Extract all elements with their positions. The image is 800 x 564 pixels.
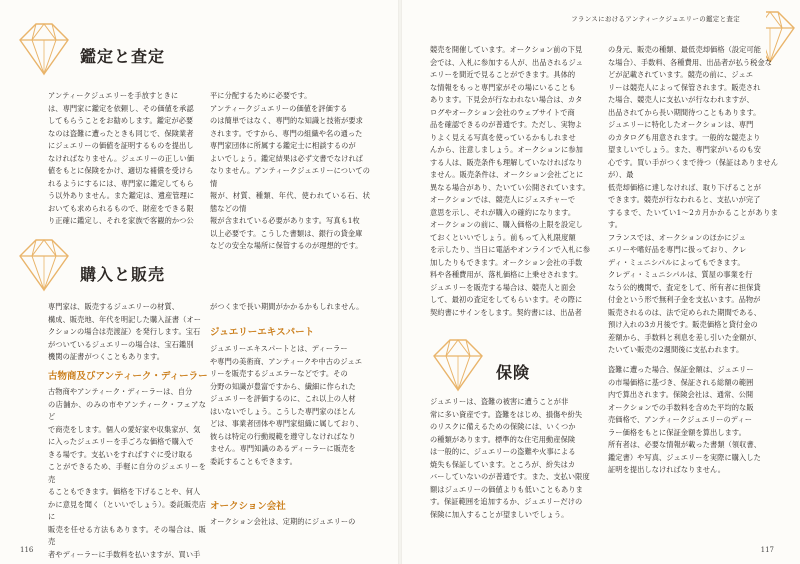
section-title-buy-sell: 購入と販売 — [80, 265, 166, 284]
running-head: フランスにおけるアンティークジュエリーの鑑定と査定 — [571, 15, 740, 23]
section-title-appraisal: 鑑定と査定 — [80, 47, 166, 66]
buy-sell-col2-top: がつくまで長い期間がかかるかもしれません。 — [210, 302, 364, 311]
diamond-icon — [14, 238, 74, 294]
subheading-jewelry-expert: ジュエリーエキスパート — [210, 327, 315, 338]
jewelry-expert-text: ジュエリーエキスパートとは、ディーラー や専門の美術商、アンティークや中古のジュエ リーを販売するジュエラーなどです。その 分野の知識が豊富ですから、繊細に作られた ジュエリーを評価するのに、これ以上の人材 はいないでしょう。こうした専門家のほとん どは、事業者団体や専門家組織に属しており、 彼らは特定の行動規範を遵守しなければなり ません。専門知識のあるディーラーに販売を 委託することもできます。 — [210, 344, 364, 466]
page-number-left: 116 — [20, 546, 34, 554]
auction-house-text: オークション会社は、定期的にジュエリーの — [210, 517, 356, 526]
antique-dealers-text: 古物商やアンティーク・ディーラーは、自分 の店舗か、のみの市やアンティーク・フェアなど で商売をします。個人の愛好家や収集家が、気 に入ったジュエリーを手ごろな価格で購入で きる場です。支払いをすればすぐに受け取る ことができるため、手軽に自分のジュエリーを売 ることもできます。価格を下げることや、何人 かに意見を聞く（といいでしょう）。委託販売店に 販売を任せる方法もあります。その場合は、販売 者やディーラーに手数料を払いますが、買い手 — [48, 387, 206, 559]
appraisal-text-col1: アンティークジュエリーを手放すときに は、専門家に鑑定を依頼し、その価値を承認 してもらうことをお勧めします。鑑定が必要 なのは盗難に遭ったときも同じで、保険業者 にジュエリーの価値を証明するものを提出し なければなりません。ジュエリーの正しい価 値をもとに保険をかけ、適切な補償を受けら れるようにするには、専門家に鑑定してもら う以外ありません。また鑑定は、遺産管理に おいても求められるもので、財産をできる限 り正確に鑑定し、それを家族で客観的かつ公 — [48, 91, 195, 225]
page-number-right: 117 — [760, 546, 774, 554]
insurance-text-col2: 盗難に遭った場合、保証金額は、ジュエリー の市場価格に基づき、保証される総額の範囲 内で算出されます。保険会社は、通常、公開 オークションでの手数料を含めた平均的な販 売価格で、アンティークジュエリーのディー ラー価格をもとに保証金額を算出します。 所有者は、必要な情報が載った書類（領収書、 鑑定書）や写真、ジュエリーを実際に購入した 証明を提出しなければなりません。 — [608, 365, 762, 474]
auction-text-col1: 競売を開催しています。オークション前の下見 会では、入札に参加する人が、出品されるジュ エリーを間近で見ることができます。具体的 な情報をもっと専門家がその場にいることも あります。下見会が行なわれない場合は、カタ ログやオークション会社のウェブサイトで商 品を確認できるのが普通です。ただし、実物よ りよく見える写真を使っているかもしれませ んから、注意しましょう。オークションに参加 する人は、販売条件も理解していなければなり ません。販売条件は、オークション会社ごとに 異なる場合があり、たいてい公開されています。 オークションでは、競売人にジェスチャーで 意思を示し、それが購入の確約になります。 オークションの前に、購入価格の上限を設定し ておくといいでしょう。前もって入札限度額 を示したり、当日に電話やオンラインで入札に参 加したりもできます。オークション会社の手数 料や各種費用が、落札価格に上乗せされます。 ジュエリーを販売する場合は、競売人と面会 して、最初の査定をしてもらいます。その際に 契約書にサインをします。契約書には、出品者 — [430, 45, 591, 317]
appraisal-text-col2: 平に分配するために必要です。 アンティークジュエリーの価値を評価する のは簡単ではなく、専門的な知識と技術が要求 されます。ですから、専門の組織や名の通った 専門家団体に所属する鑑定士に相談するのが よいでしょう。鑑定結果は必ず文書でなければ なりません。アンティークジュエリーについての情 報が、材質、種類、年代、使われている石、状態などの情 報が含まれている必要があります。写真も1枚 以上必要です。こうした書類は、銀行の貸金庫 などの安全な場所に保管するのが理想的です。 — [210, 91, 370, 250]
section-title-insurance: 保険 — [496, 363, 531, 382]
buy-sell-intro: 専門家は、販売するジュエリーの材質、 構成、販売地、年代を明記した購入証書（オー クションの場合は売渡証）を発行します。宝石 がついているジュエリーの場合は、宝石鑑別 機関の証書がつくこともあります。 — [48, 302, 202, 361]
diamond-icon — [428, 338, 488, 394]
subheading-antique-dealers: 古物商及びアンティーク・ディーラー — [48, 371, 208, 382]
subheading-auction-house: オークション会社 — [210, 501, 286, 512]
right-page — [400, 0, 800, 564]
diamond-icon — [14, 22, 74, 78]
insurance-text-col1: ジュエリーは、盗難の被害に遭うことが非 常に多い資産です。盗難をはじめ、損傷や紛失 のリスクに備えるための保険には、いくつか の種類があります。標準的な住宅用動産保険 は一般的に、ジュエリーの盗難や火事による 焼失も保証しています。ところが、紛失はカ バーしていないのが普通です。また、支払い限度 額はジュエリーの価値よりも低いこともありま す。保証範囲を追加するか、ジュエリーだけの 保険に加入することが望ましいでしょう。 — [430, 397, 590, 519]
auction-text-col2: の身元、販売の種類、最低売却価格（設定可能 な場合）、手数料、各種費用、出品者が払う税金な どが記載されています。競売の前に、ジュエ リーは競売人によって保管されます。販売され た場合、競売人に支払いが行なわれますが、 出品されてから長い期間待つこともあります。 ジュエリーに特化したオークションは、専門 のカタログも用意されます。一般的な競売より 望ましいでしょう。また、専門家がいるのも安 心です。買い手がつくまで待つ（保証はありませんが）、最 低売却価格に達しなければ、取り下げることが できます。競売が行なわれると、支払いが完了 するまで、たいてい1〜2カ月かかることがあります。 フランスでは、オークションのほかにジュ エリーや嗜好品を専門に扱っており、クレ ディ・ミュニシパルによってもできます。 クレディ・ミュニシパルは、質屋の事業を行 なう公的機関で、査定をして、所有者に担保貸 付金という形で無利子金を支払います。品物が 販売されるのは、法で定められた期間である、 預け入れの3カ月後です。販売価格と貸付金の 差額から、手数料と利息を差し引いた金額が、 たいてい販売の2週間後に支払われます。 — [608, 45, 778, 354]
